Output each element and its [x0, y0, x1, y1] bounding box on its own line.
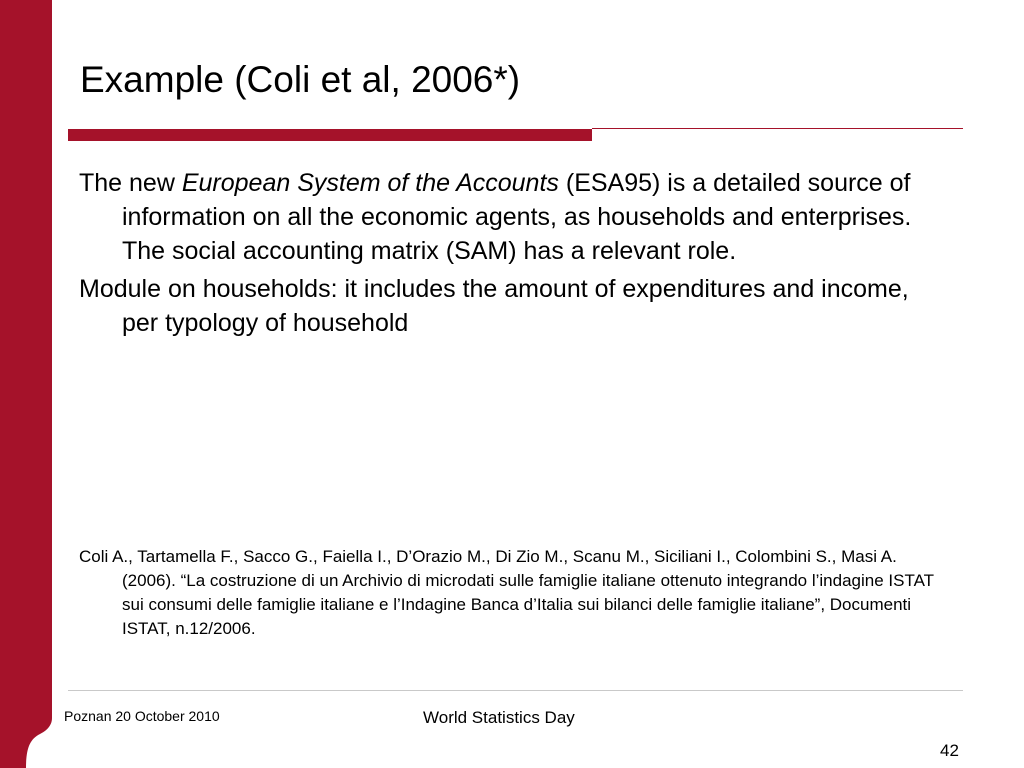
- title-underline-thin: [592, 128, 963, 129]
- paragraph-italic-term: European System of the Accounts: [181, 169, 559, 197]
- body-paragraph-esa95: [79, 166, 949, 268]
- slide-body: [79, 166, 949, 344]
- paragraph-text-start: The new: [79, 169, 182, 197]
- paragraph-text-end: (ESA95) is a detailed source of information on all the economic agents, as households and enterprises. The social accounting matrix (SAM) has a relevant role.: [122, 169, 912, 265]
- title-underline-thick: [68, 129, 592, 141]
- citation-reference: Coli A., Tartamella F., Sacco G., Faiella I., D’Orazio M., Di Zio M., Scanu M., Siciliani I., Colombini S., Masi A. (2006). “La costruzione di un Archivio di microdati sulle famiglie italiane ottenuto integrando l’indagine ISTAT sui consumi delle famiglie italiane e l’Indagine Banca d’Italia sui bilanci delle famiglie italiane”, Documenti ISTAT, n.12/2006.: [79, 547, 934, 638]
- slide-page-number: 42: [940, 741, 959, 760]
- footer-date-location: Poznan 20 October 2010: [64, 708, 220, 724]
- body-paragraph-households-module: Module on households: it includes the amount of expenditures and income, per typology of household: [79, 275, 909, 337]
- left-decorative-bar: [0, 0, 54, 768]
- footer-event-name: World Statistics Day: [423, 708, 575, 727]
- footer-divider: [68, 690, 963, 691]
- slide-title: Example (Coli et al, 2006*): [80, 59, 521, 100]
